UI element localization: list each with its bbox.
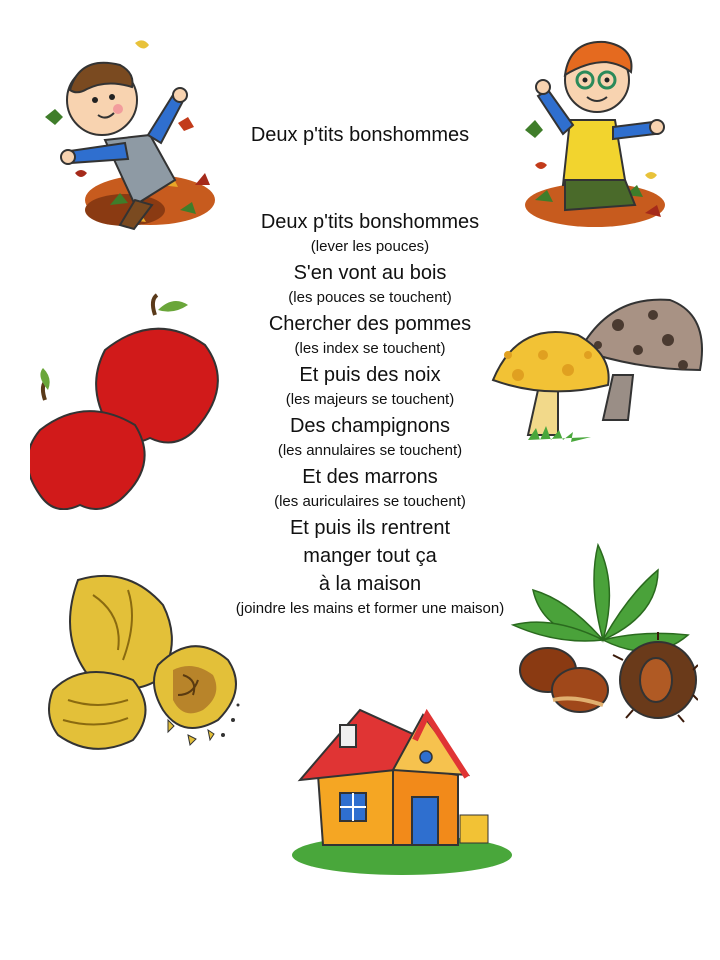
verse-gesture: (les auriculaires se touchent)	[274, 493, 466, 510]
ending-gesture: (joindre les mains et former une maison)	[235, 600, 505, 617]
verse-gesture: (les majeurs se touchent)	[285, 391, 455, 408]
verse-gesture: (lever les pouces)	[310, 238, 430, 255]
page-title: Deux p'tits bonshommes	[250, 124, 470, 146]
ending-line-2: manger tout ça	[303, 545, 437, 567]
verse-line: Deux p'tits bonshommes	[260, 211, 480, 233]
verse-gesture: (les index se touchent)	[294, 340, 446, 357]
verse-line: Et des marrons	[302, 466, 438, 488]
verse-line: Et puis des noix	[299, 364, 441, 386]
verse-gesture: (les annulaires se touchent)	[277, 442, 463, 459]
verse-line: Chercher des pommes	[268, 313, 472, 335]
poem-body	[170, 208, 570, 621]
verse-line: Des champignons	[289, 415, 451, 437]
ending-line-3: à la maison	[318, 573, 422, 595]
ending-line-1: Et puis ils rentrent	[289, 517, 451, 539]
house-icon	[290, 705, 515, 875]
verse-gesture: (les pouces se touchent)	[288, 289, 452, 306]
verse-line: S'en vont au bois	[293, 262, 447, 284]
